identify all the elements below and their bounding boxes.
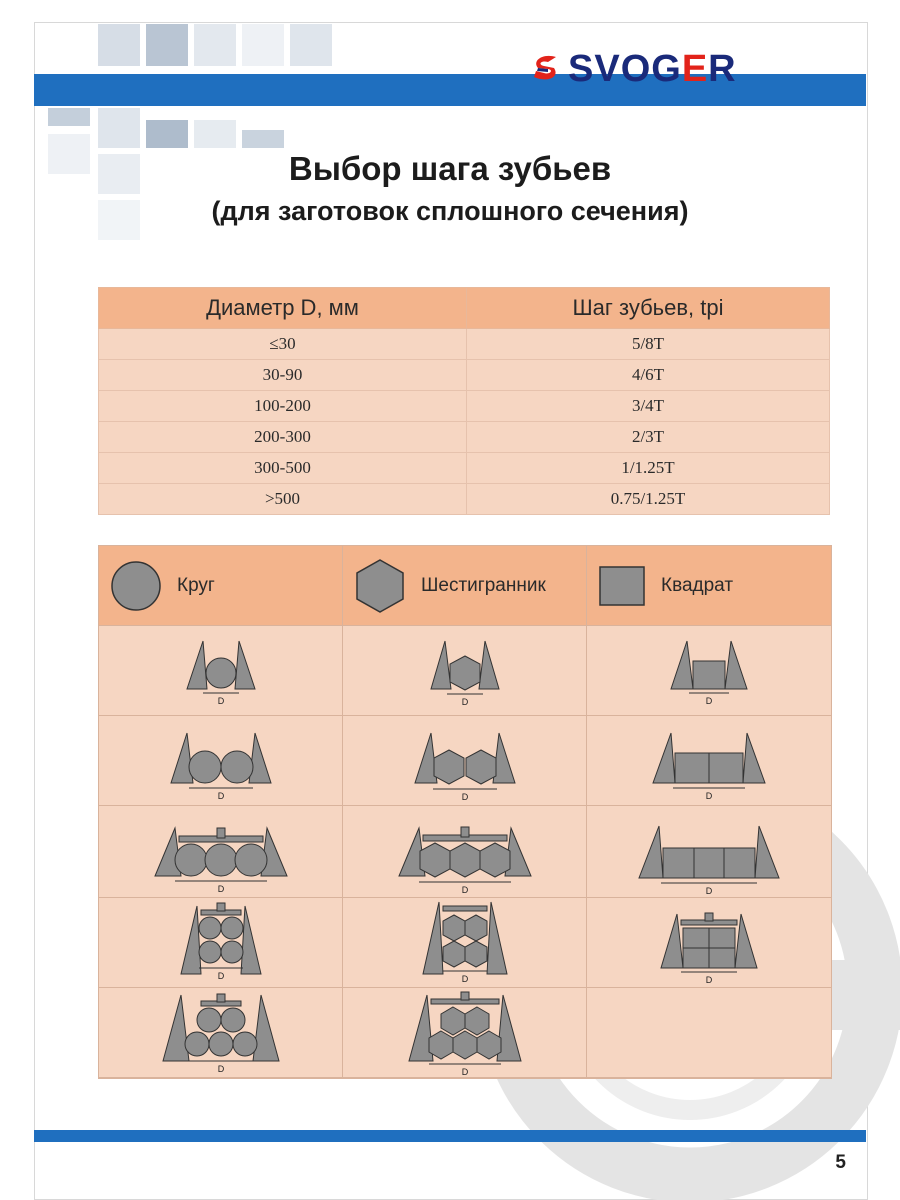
svg-text:D: D	[461, 791, 468, 802]
diagram-square-2	[587, 716, 831, 806]
svg-text:D: D	[217, 695, 224, 706]
page-subtitle: (для заготовок сплошного сечения)	[211, 196, 689, 226]
table-header-row	[99, 288, 830, 329]
svg-text:D: D	[461, 696, 468, 707]
square-icon	[597, 561, 647, 611]
diagram-square-1	[587, 626, 831, 716]
svg-text:D: D	[461, 884, 468, 895]
logo-text: SVOGER	[568, 48, 737, 90]
tpi-table	[98, 287, 830, 515]
header-square	[587, 546, 831, 626]
tpi-cell: 4/6T	[467, 360, 830, 391]
table-row	[99, 453, 830, 484]
diameter-cell: 30-90	[99, 360, 467, 391]
svg-text:D: D	[705, 695, 713, 706]
header-hexagon	[343, 546, 587, 626]
logo-s-mark-icon	[528, 51, 564, 87]
diagram-hexagon-3	[343, 806, 587, 898]
diagram-circle-5	[99, 988, 343, 1078]
svg-text:D: D	[705, 974, 713, 985]
table-row	[99, 484, 830, 515]
circle-icon	[109, 559, 163, 613]
table-row	[99, 391, 830, 422]
diagram-hexagon-1	[343, 626, 587, 716]
diagram-hexagon-5	[343, 988, 587, 1078]
svg-text:D: D	[217, 970, 224, 981]
tpi-cell: 0.75/1.25T	[467, 484, 830, 515]
page-number: 5	[835, 1152, 846, 1173]
table-row	[99, 422, 830, 453]
top-blue-band	[34, 74, 866, 106]
clamping-shapes-table	[98, 545, 832, 1079]
diagram-hexagon-4	[343, 898, 587, 988]
diagram-hexagon-2	[343, 716, 587, 806]
table-row	[99, 360, 830, 391]
diameter-cell: 300-500	[99, 453, 467, 484]
table-row	[99, 329, 830, 360]
column-header-diameter: Диаметр D, мм	[99, 288, 467, 329]
svoger-logo	[528, 50, 737, 88]
svg-text:D: D	[217, 1063, 224, 1074]
diameter-cell: 200-300	[99, 422, 467, 453]
diameter-cell: >500	[99, 484, 467, 515]
hexagon-icon	[353, 557, 407, 615]
header-label-square: Квадрат	[661, 574, 734, 596]
diagram-circle-1	[99, 626, 343, 716]
tpi-cell: 2/3T	[467, 422, 830, 453]
diagram-square-3	[587, 806, 831, 898]
svg-text:D: D	[217, 883, 224, 894]
diagram-circle-2	[99, 716, 343, 806]
tpi-cell: 1/1.25T	[467, 453, 830, 484]
diameter-cell: 100-200	[99, 391, 467, 422]
tpi-cell: 3/4T	[467, 391, 830, 422]
bottom-blue-band	[34, 1130, 866, 1142]
header-circle	[99, 546, 343, 626]
column-header-tpi: Шаг зубьев, tpi	[467, 288, 830, 329]
svg-text:D: D	[461, 973, 468, 984]
header-label-hexagon: Шестигранник	[421, 574, 546, 596]
svg-text:D: D	[705, 885, 713, 896]
diagram-empty-cell	[587, 988, 831, 1078]
tpi-cell: 5/8T	[467, 329, 830, 360]
header-label-circle: Круг	[177, 574, 215, 596]
svg-text:D: D	[217, 790, 224, 801]
diagram-circle-4	[99, 898, 343, 988]
diagram-circle-3	[99, 806, 343, 898]
svg-text:D: D	[705, 790, 713, 801]
diameter-cell: ≤30	[99, 329, 467, 360]
svg-text:D: D	[461, 1066, 468, 1077]
page-title: Выбор шага зубьев	[288, 150, 612, 187]
diagram-square-4	[587, 898, 831, 988]
